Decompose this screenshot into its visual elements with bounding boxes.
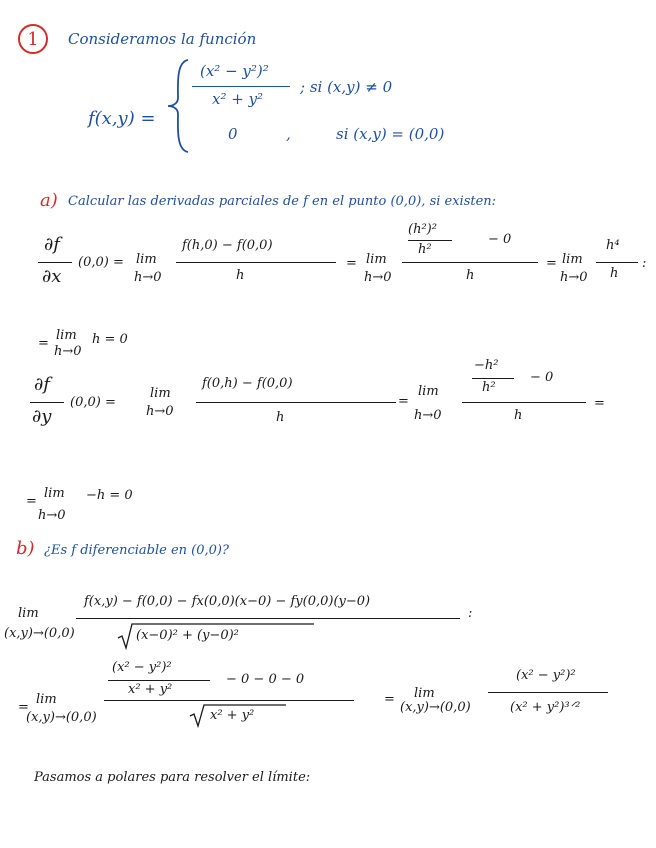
dfdy-lim-2: lim bbox=[418, 384, 439, 399]
dfdx-result-lim-sub: h→0 bbox=[54, 344, 82, 359]
diff2-inner-denominator: x² + y² bbox=[128, 682, 173, 697]
diff-lim: lim bbox=[18, 606, 39, 621]
case2-condition: si (x,y) = (0,0) bbox=[336, 125, 445, 143]
dfdx-inner-denominator: h² bbox=[418, 242, 432, 257]
diff2-tail: − 0 − 0 − 0 bbox=[226, 672, 305, 687]
dfdx-numerator: ∂f bbox=[44, 234, 60, 255]
dfdx-lim-3: lim bbox=[562, 252, 583, 267]
dfdy-lim-sub: h→0 bbox=[146, 404, 174, 419]
case2-value: 0 bbox=[228, 125, 238, 143]
dfdx-result: h = 0 bbox=[92, 332, 128, 347]
dfdx-lim-2-sub: h→0 bbox=[364, 270, 392, 285]
diff-denominator: (x−0)² + (y−0)² bbox=[136, 628, 239, 643]
dfdx-last-numerator: h⁴ bbox=[606, 238, 620, 253]
dfdx-outer-bar bbox=[402, 262, 538, 263]
case2-separator: , bbox=[286, 125, 291, 143]
dfdy-inner-denominator: h² bbox=[482, 380, 496, 395]
dfdy-point: (0,0) = bbox=[70, 395, 116, 410]
diff2-lim: lim bbox=[36, 692, 57, 707]
diff3-lim: lim bbox=[414, 686, 435, 701]
dfdy-lim: lim bbox=[150, 386, 171, 401]
dfdx-result-equals: = bbox=[38, 336, 49, 351]
dfdy-lim-2-sub: h→0 bbox=[414, 408, 442, 423]
dfdy-result: −h = 0 bbox=[86, 488, 133, 503]
dfdx-colon: : bbox=[642, 256, 647, 271]
diff-colon: : bbox=[468, 606, 473, 621]
dfdy-result-equals: = bbox=[26, 494, 37, 509]
exercise-number: 1 bbox=[27, 28, 39, 50]
part-b-statement: ¿Es f diferenciable en (0,0)? bbox=[44, 543, 229, 558]
exercise-intro: Consideramos la función bbox=[68, 30, 257, 48]
dfdx-lim-2: lim bbox=[366, 252, 387, 267]
diff3-numerator: (x² − y²)² bbox=[516, 668, 576, 683]
diff2-equals: = bbox=[18, 700, 29, 715]
dfdy-quotient-numerator: f(0,h) − f(0,0) bbox=[202, 376, 293, 391]
dfdx-bar bbox=[38, 262, 72, 263]
dfdx-quotient-denominator: h bbox=[236, 268, 245, 283]
dfdy-equals-1: = bbox=[398, 394, 409, 409]
dfdy-quotient-denominator: h bbox=[276, 410, 285, 425]
dfdy-result-lim: lim bbox=[44, 486, 65, 501]
diff3-denominator: (x² + y²)³ᐟ² bbox=[510, 700, 581, 715]
dfdx-result-lim: lim bbox=[56, 328, 77, 343]
dfdy-inner-numerator: −h² bbox=[474, 358, 499, 373]
part-a-label: a) bbox=[40, 190, 58, 211]
dfdx-lim-3-sub: h→0 bbox=[560, 270, 588, 285]
diff2-lim-sub: (x,y)→(0,0) bbox=[26, 710, 97, 725]
dfdx-inner-numerator: (h²)² bbox=[408, 222, 437, 237]
dfdy-outer-bar bbox=[462, 402, 586, 403]
dfdx-outer-denominator: h bbox=[466, 268, 475, 283]
dfdy-denominator: ∂y bbox=[32, 406, 52, 427]
dfdx-lim-sub: h→0 bbox=[134, 270, 162, 285]
diff2-inner-numerator: (x² − y²)² bbox=[112, 660, 172, 675]
function-label: f(x,y) = bbox=[88, 108, 156, 129]
piecewise-brace bbox=[166, 56, 192, 156]
dfdx-last-denominator: h bbox=[610, 266, 619, 281]
dfdy-equals-2: = bbox=[594, 396, 605, 411]
dfdy-numerator: ∂f bbox=[34, 374, 50, 395]
case1-condition: ; si (x,y) ≠ 0 bbox=[300, 78, 393, 96]
dfdx-lim: lim bbox=[136, 252, 157, 267]
dfdx-quotient-numerator: f(h,0) − f(0,0) bbox=[182, 238, 273, 253]
diff3-lim-sub: (x,y)→(0,0) bbox=[400, 700, 471, 715]
dfdx-minus-zero: − 0 bbox=[488, 232, 512, 247]
dfdy-result-lim-sub: h→0 bbox=[38, 508, 66, 523]
case1-denominator: x² + y² bbox=[212, 90, 264, 108]
dfdy-outer-denominator: h bbox=[514, 408, 523, 423]
exercise-number-badge bbox=[18, 24, 48, 54]
dfdy-quotient-bar bbox=[196, 402, 396, 403]
case1-numerator: (x² − y²)² bbox=[200, 62, 269, 80]
diff2-equals-2: = bbox=[384, 692, 395, 707]
dfdx-quotient-bar bbox=[176, 262, 336, 263]
dfdx-denominator: ∂x bbox=[42, 266, 62, 287]
dfdy-minus-zero: − 0 bbox=[530, 370, 554, 385]
dfdx-point: (0,0) = bbox=[78, 255, 124, 270]
part-a-statement: Calcular las derivadas parciales de f en el punto (0,0), si existen: bbox=[68, 194, 497, 209]
dfdx-last-bar bbox=[596, 262, 638, 263]
diff-lim-sub: (x,y)→(0,0) bbox=[4, 626, 75, 641]
polar-note: Pasamos a polares para resolver el límite: bbox=[34, 770, 311, 785]
diff-numerator: f(x,y) − f(0,0) − fx(0,0)(x−0) − fy(0,0)(y−0) bbox=[84, 594, 371, 609]
part-b-label: b) bbox=[16, 538, 35, 559]
diff3-bar bbox=[488, 692, 608, 693]
case1-fraction-bar bbox=[192, 86, 290, 87]
dfdx-equals-1: = bbox=[346, 256, 357, 271]
diff2-denominator: x² + y² bbox=[210, 708, 255, 723]
dfdx-equals-2: = bbox=[546, 256, 557, 271]
dfdy-bar bbox=[30, 402, 64, 403]
